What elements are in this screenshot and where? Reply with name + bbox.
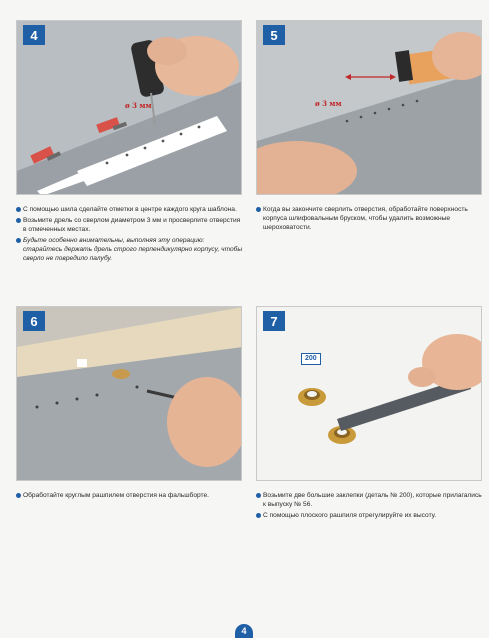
step-6-photo: [16, 306, 242, 481]
step-4-caption: [16, 205, 244, 265]
step-6-badge: 6: [23, 311, 45, 331]
step-6-illustration: [17, 307, 242, 481]
bullet-icon: [256, 493, 261, 498]
bullet-icon: [16, 218, 21, 223]
step-7-bullet: С помощью плоского рашпиля отрегулируйте их высоту.: [256, 511, 484, 520]
step-4-badge: 4: [23, 25, 45, 45]
step-6-caption: [16, 491, 244, 502]
step-5-caption: [256, 205, 484, 234]
step-7-bullet: Возьмите две большие заклепки (деталь № 200), которые прилагались к выпуску № 56.: [256, 491, 484, 509]
bullet-icon: [16, 238, 21, 243]
step-4-photo: [16, 20, 242, 195]
step-5-illustration: [257, 21, 482, 195]
step-4-bullet: Возьмите дрель со сверлом диаметром 3 мм и просверлите отверстия в отмеченных местах.: [16, 216, 244, 234]
step-4-bullet: Будьте особенно внимательны, выполняя эту операцию: старайтесь держать дрель строго перпендикулярно корпусу, чтобы сверло не повредило палубу.: [16, 236, 244, 263]
step-4-bullet: С помощью шила сделайте отметки в центре каждого круга шаблона.: [16, 205, 244, 214]
rivet-icon: [298, 388, 326, 406]
step-4-measure: ø 3 мм: [125, 101, 152, 110]
page-number: 4: [235, 624, 253, 638]
step-5-badge: 5: [263, 25, 285, 45]
bullet-icon: [16, 207, 21, 212]
step-5-photo: [256, 20, 482, 195]
step-5-measure: ø 3 мм: [315, 99, 342, 108]
bullet-icon: [256, 513, 261, 518]
detail-number-tag: 200: [301, 353, 321, 365]
bullet-icon: [16, 493, 21, 498]
step-7-caption: [256, 491, 484, 522]
bullet-icon: [256, 207, 261, 212]
step-7-photo: [256, 306, 482, 481]
step-7-illustration: [257, 307, 482, 481]
step-5-bullet: Когда вы закончите сверлить отверстия, обработайте поверхность корпуса шлифовальным бруском, чтобы удалить возможные шероховатости.: [256, 205, 484, 232]
step-7-badge: 7: [263, 311, 285, 331]
step-6-bullet: Обработайте круглым рашпилем отверстия на фальшборте.: [16, 491, 244, 500]
